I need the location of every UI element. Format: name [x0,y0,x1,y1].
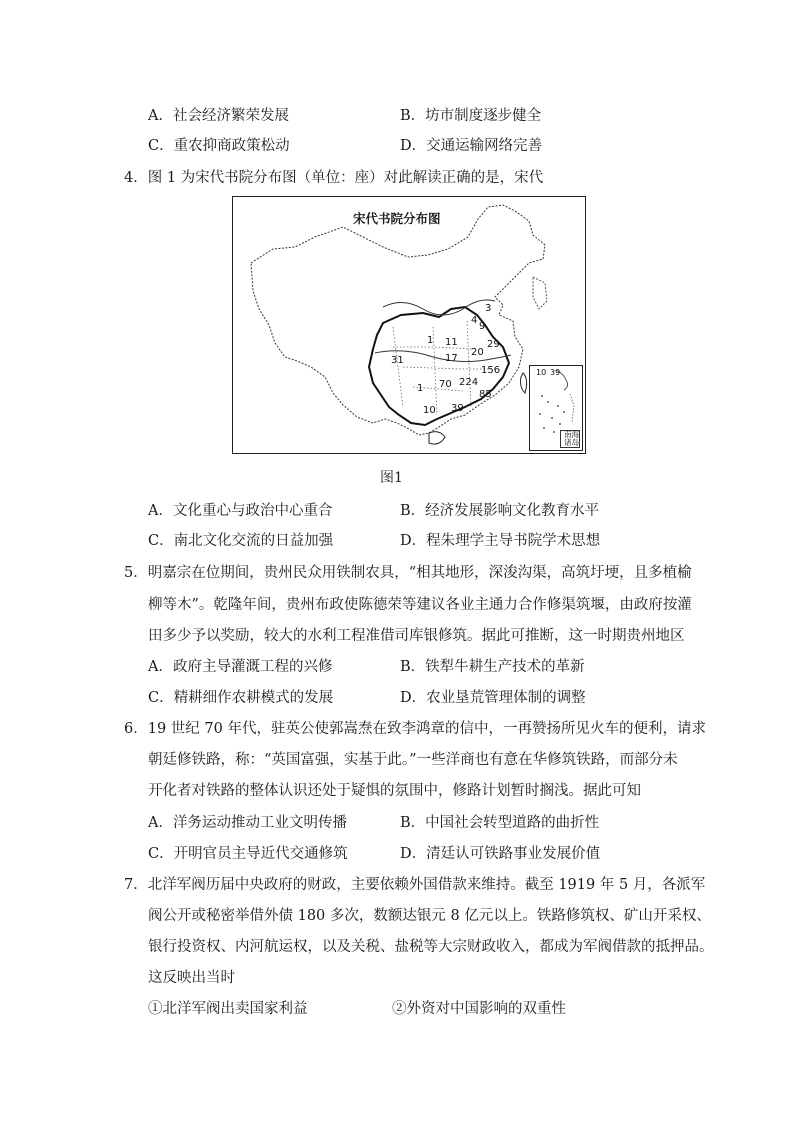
q7-line-3: 银行投资权、内河航运权，以及关税、盐税等大宗财政收入，都成为军阀借款的抵押品。 [148,939,714,955]
q6-option-a: A．洋务运动推动工业文明传播 [148,815,347,831]
map-value: 20 [471,347,484,358]
q5-line-3: 田多少予以奖励，较大的水利工程准借司库银修筑。据此可推断，这一时期贵州地区 [148,628,685,644]
map-value: 10 [423,405,436,416]
q3-option-a: A．社会经济繁荣发展 [148,108,289,124]
q5-option-b: B．铁犁牛耕生产技术的革新 [400,659,585,675]
inset-label: 南海诸岛 [560,430,580,448]
map-value: 29 [487,339,500,350]
map-value: 70 [439,379,452,390]
q6-option-d: D．清廷认可铁路事业发展价值 [400,846,601,862]
map-value: 1 [427,335,434,346]
q4-option-a: A．文化重心与政治中心重合 [148,503,333,519]
q6-line-1: 6．19 世纪 70 年代，驻英公使郭嵩焘在致李鸿章的信中，一再赞扬所见火车的便利，请求 [124,721,706,737]
q6-line-3: 开化者对铁路的整体认识还处于疑惧的氛围中，修路计划暂时搁浅。据此可知 [148,783,641,799]
map-value: 3 [485,303,492,314]
map-value: 224 [459,377,479,388]
q5-option-a: A．政府主导灌溉工程的兴修 [148,659,333,675]
q6-line-2: 朝廷修铁路，称：“英国富强，实基于此。”一些洋商也有意在华修筑铁路，而部分未 [148,752,678,768]
q7-line-1: 7．北洋军阀历届中央政府的财政，主要依赖外国借款来维持。截至 1919 年 5 月，各派军 [124,877,706,893]
map-value: 31 [391,355,404,366]
map-value: 4 [471,315,478,326]
map-value: 17 [445,353,458,364]
map-value: 39 [451,403,464,414]
inset-value: 10 [536,368,547,377]
q4-option-b: B．经济发展影响文化教育水平 [400,503,600,519]
q5-line-1: 5．明嘉宗在位期间，贵州民众用铁制农具，“相其地形，深浚沟渠，高筑圩埂，且多植榆 [124,565,692,581]
q3-option-b: B．坊市制度逐步健全 [400,108,542,124]
q4-option-d: D．程朱理学主导书院学术思想 [400,533,601,549]
map-value: 11 [445,337,458,348]
q5-line-2: 柳等木”。乾隆年间，贵州布政使陈德荣等建议各业主通力合作修渠筑堰，由政府按灌 [148,597,692,613]
q4-stem: 4．图 1 为宋代书院分布图（单位：座）对此解读正确的是，宋代 [124,170,544,186]
map-value: 1 [417,383,424,394]
q7-item-2: ②外资对中国影响的双重性 [392,1001,566,1017]
q5-option-c: C．精耕细作农耕模式的发展 [148,690,334,706]
south-china-sea-inset [529,365,583,451]
q3-option-d: D．交通运输网络完善 [400,138,543,154]
q7-item-1: ①北洋军阀出卖国家利益 [148,1001,308,1017]
q7-line-4: 这反映出当时 [148,970,235,986]
inset-value: 39 [550,368,561,377]
q5-option-d: D．农业垦荒管理体制的调整 [400,690,586,706]
map-title: 宋代书院分布图 [353,211,441,226]
song-academy-map [232,196,586,454]
q6-option-c: C．开明官员主导近代交通修筑 [148,846,348,862]
map-value: 156 [481,365,501,376]
q3-option-c: C．重农抑商政策松动 [148,138,290,154]
map-value: 9 [479,321,486,332]
q7-line-2: 阀公开或秘密举借外债 180 多次，数额达银元 8 亿元以上。铁路修筑权、矿山开采权、 [148,908,711,924]
map-value: 85 [479,389,492,400]
q6-option-b: B．中国社会转型道路的曲折性 [400,815,600,831]
figure-caption: 图1 [380,470,403,486]
q4-option-c: C．南北文化交流的日益加强 [148,533,334,549]
